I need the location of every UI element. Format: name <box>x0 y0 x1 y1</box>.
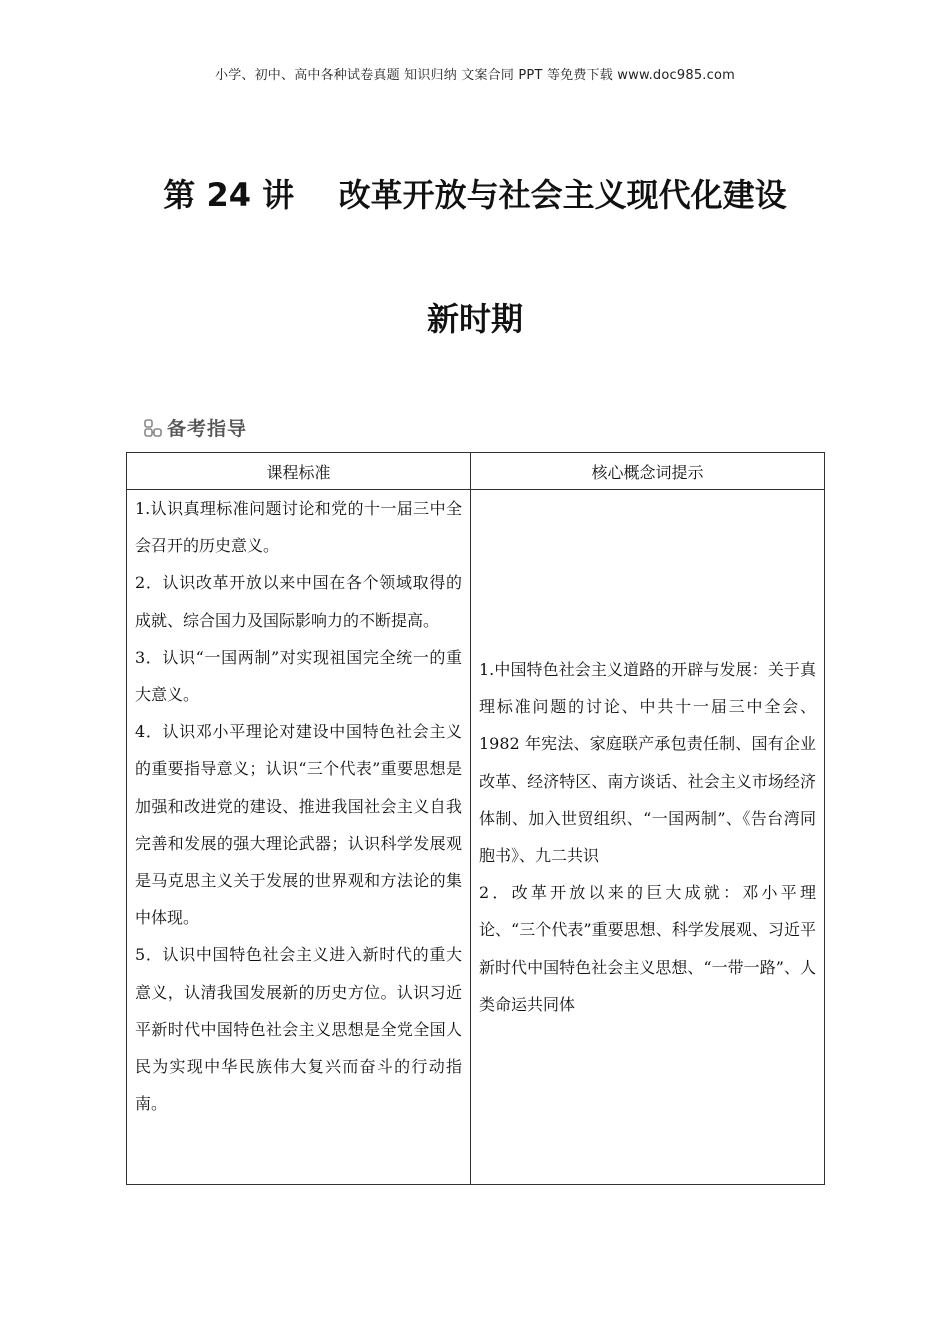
standard-item: 3．认识“一国两制”对实现祖国完全统一的重大意义。 <box>135 647 462 705</box>
section-label: 备考指导 <box>167 418 248 440</box>
standard-item: 1.认识真理标准问题讨论和党的十一届三中全会召开的历史意义。 <box>135 499 462 556</box>
curriculum-standard-cell <box>127 490 471 1185</box>
link-icon <box>143 418 163 438</box>
core-concepts-cell <box>471 490 825 1185</box>
standard-item: 2．认识改革开放以来中国在各个领域取得的成就、综合国力及国际影响力的不断提高。 <box>135 573 462 630</box>
standard-item: 5．认识中国特色社会主义进入新时代的重大意义，认清我国发展新的历史方位。认识习近平新时代中国特色社会主义思想是全党全国人民为实现中华民族伟大复兴而奋斗的行动指南。 <box>135 945 462 1114</box>
table-row <box>127 490 825 1185</box>
concept-item: 2．改革开放以来的巨大成就：邓小平理论、“三个代表”重要思想、科学发展观、习近平新时代中国特色社会主义思想、“一带一路”、人类命运共同体 <box>479 883 816 1014</box>
concept-item: 1.中国特色社会主义道路的开辟与发展：关于真理标准问题的讨论、中共十一届三中全会、1982 年宪法、家庭联产承包责任制、国有企业改革、经济特区、南方谈话、社会主义市场经济体制、加入世贸组织、“一国两制”、《告台湾同胞书》、九二共识 <box>479 659 816 865</box>
page-subtitle: 新时期 <box>426 300 523 338</box>
header-curriculum-standard: 课程标准 <box>127 453 471 490</box>
table-header-row <box>127 453 825 490</box>
guide-table <box>126 452 825 1185</box>
section-heading <box>143 414 247 441</box>
site-header: 小学、初中、高中各种试卷真题 知识归纳 文案合同 PPT 等免费下载 www.doc985.com <box>215 68 735 83</box>
header-core-concepts: 核心概念词提示 <box>471 453 825 490</box>
page-title: 第 24 讲 改革开放与社会主义现代化建设 <box>163 176 787 214</box>
standard-item: 4．认识邓小平理论对建设中国特色社会主义的重要指导意义；认识“三个代表”重要思想是加强和改进党的建设、推进我国社会主义自我完善和发展的强大理论武器；认识科学发展观是马克思主义关于发展的世界观和方法论的集中体现。 <box>135 722 462 928</box>
